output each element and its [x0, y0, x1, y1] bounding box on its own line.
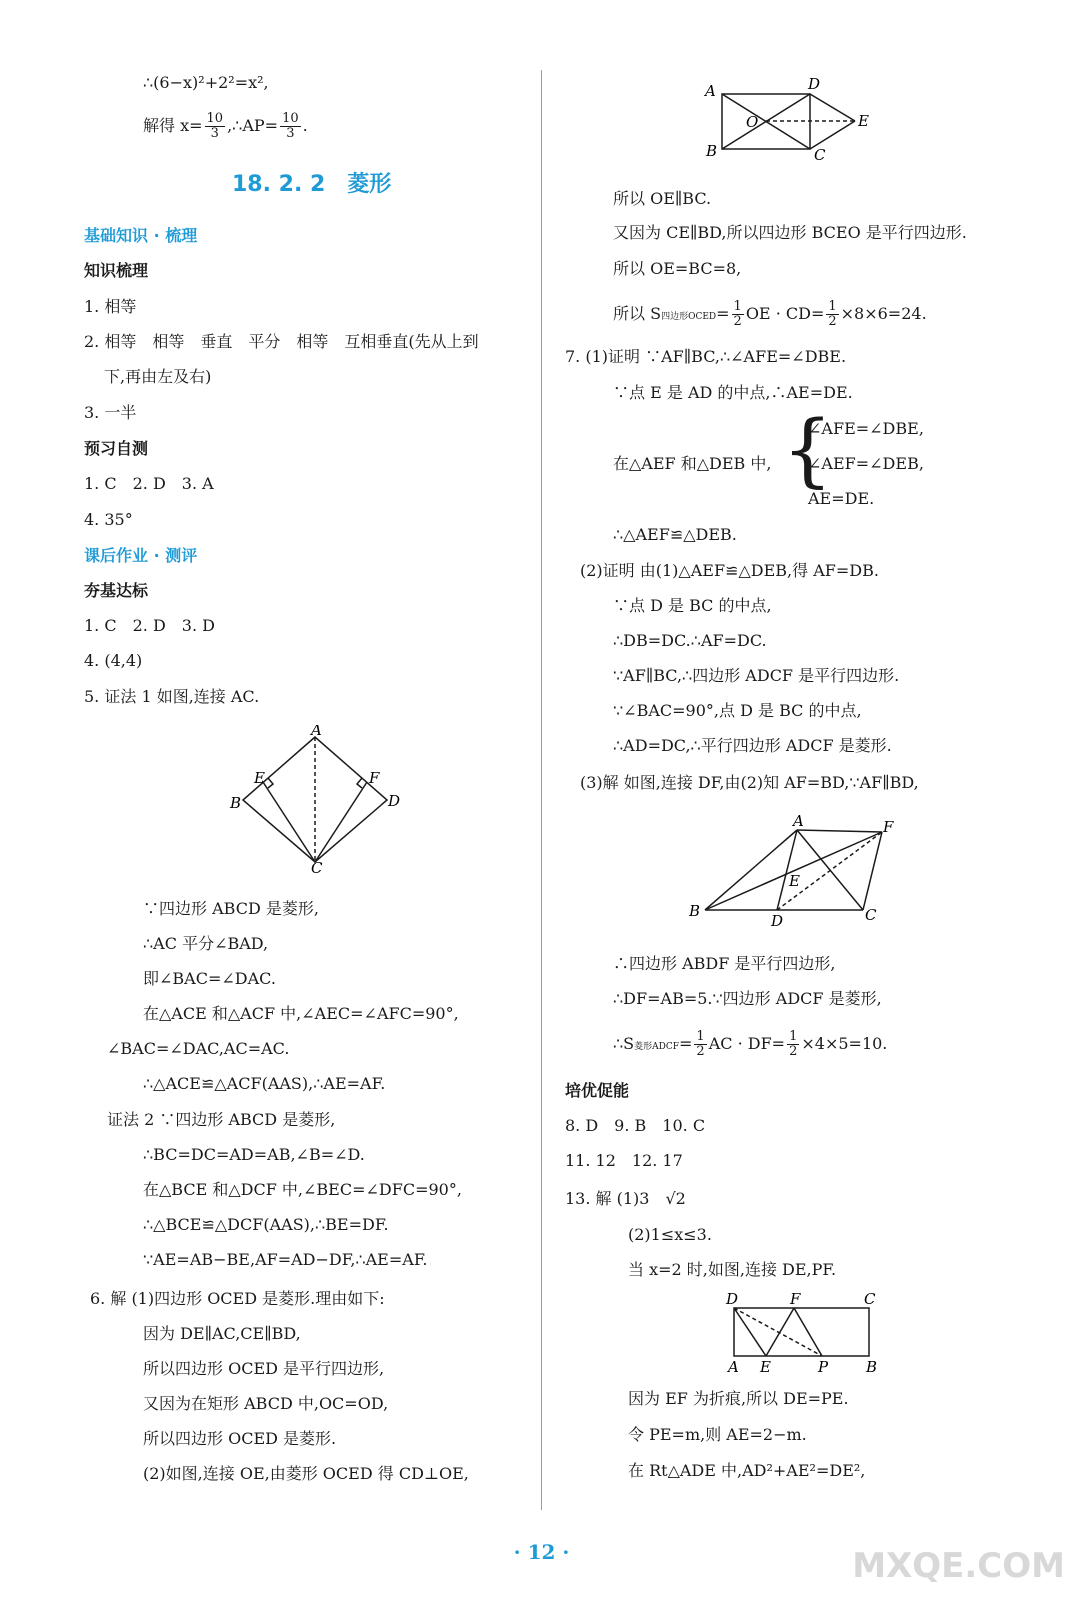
brace: { [782, 403, 833, 496]
proof-line: 在△AEF 和△DEB 中, [613, 454, 772, 473]
answer-line: 5. 证法 1 如图,连接 AC. [84, 687, 260, 706]
label-p: P [818, 1358, 829, 1376]
proof-line: 在 Rt△ADE 中,AD²+AE²=DE², [628, 1461, 866, 1480]
label-d: D [771, 912, 784, 930]
area-line: 所以 S四边形OCED= $\frac{1}{2}$ OE · CD= $\frac{1}{2}$ ×8×6=24. [613, 299, 927, 329]
answer-line: 1. C 2. D 3. D [84, 616, 215, 635]
proof-line: 又因为在矩形 ABCD 中,OC=OD, [143, 1394, 389, 1413]
answer-line: 7. (1)证明 ∵AF∥BC,∴∠AFE=∠DBE. [565, 347, 847, 366]
section-heading: 课后作业 · 测评 [84, 546, 198, 565]
label-f: F [369, 769, 380, 787]
answer-line: 3. 一半 [84, 403, 137, 422]
label-f: F [790, 1290, 801, 1308]
fold-figure [720, 1290, 890, 1380]
rhombus-figure [228, 725, 408, 875]
subheading: 培优促能 [565, 1081, 630, 1100]
answer-line: 当 x=2 时,如图,连接 DE,PF. [628, 1260, 837, 1279]
proof-line: ∵点 D 是 BC 的中点, [613, 596, 772, 615]
equation-line: ∴(6−x)²+2²=x², [143, 73, 269, 92]
proof-line: ∴△BCE≌△DCF(AAS),∴BE=DF. [143, 1215, 389, 1234]
label-e: E [789, 872, 800, 890]
rectangle-figure [700, 72, 885, 164]
answer-line: 8. D 9. B 10. C [565, 1116, 706, 1135]
proof-line: ∴△ACE≌△ACF(AAS),∴AE=AF. [143, 1074, 386, 1093]
proof-line: ∵AF∥BC,∴四边形 ADCF 是平行四边形. [613, 666, 900, 685]
proof-line: ∵∠BAC=90°,点 D 是 BC 的中点, [613, 701, 862, 720]
label-b: B [689, 902, 701, 920]
label-a: A [793, 812, 804, 830]
section-heading: 基础知识 · 梳理 [84, 226, 198, 245]
proof-line: 所以 OE=BC=8, [613, 259, 742, 278]
label-a: A [705, 82, 716, 100]
proof-line: ∠BAC=∠DAC,AC=AC. [107, 1039, 290, 1058]
proof-line: ∵AE=AB−BE,AF=AD−DF,∴AE=AF. [143, 1250, 428, 1269]
label-d: D [726, 1290, 739, 1308]
proof-line: 在△BCE 和△DCF 中,∠BEC=∠DFC=90°, [143, 1180, 462, 1199]
label-e: E [858, 112, 869, 130]
answer-line: 4. 35° [84, 510, 133, 529]
label-b: B [866, 1358, 878, 1376]
area-line: ∴S菱形ADCF= $\frac{1}{2}$ AC · DF= $\frac{1}{2}$ ×4×5=10. [613, 1029, 888, 1059]
proof-line: (2)如图,连接 OE,由菱形 OCED 得 CD⊥OE, [143, 1464, 469, 1483]
label-c: C [311, 859, 323, 875]
label-c: C [865, 906, 877, 924]
answer-line: 13. 解 (1)3 √2 [565, 1189, 686, 1208]
proof-line: ∴DF=AB=5.∵四边形 ADCF 是菱形, [613, 989, 882, 1008]
subheading: 预习自测 [84, 439, 149, 458]
column-divider [541, 70, 542, 1510]
proof-line: (3)解 如图,连接 DF,由(2)知 AF=BD,∵AF∥BD, [580, 773, 919, 792]
answer-line: 11. 12 12. 17 [565, 1151, 683, 1170]
proof-line: ∴DB=DC.∴AF=DC. [613, 631, 767, 650]
label-b: B [230, 794, 242, 812]
proof-line: 令 PE=m,则 AE=2−m. [628, 1425, 807, 1444]
label-f: F [883, 818, 894, 836]
label-a: A [311, 725, 322, 739]
proof-line: 所以四边形 OCED 是平行四边形, [143, 1359, 385, 1378]
page-number: · 12 · [513, 1540, 570, 1564]
proof-line: 又因为 CE∥BD,所以四边形 BCEO 是平行四边形. [613, 223, 967, 242]
answer-line: 6. 解 (1)四边形 OCED 是菱形.理由如下: [90, 1289, 385, 1308]
proof-line: 所以四边形 OCED 是菱形. [143, 1429, 337, 1448]
label-d: D [388, 792, 401, 810]
answer-line: 下,再由左及右) [104, 367, 212, 386]
proof-line: (2)证明 由(1)△AEF≌△DEB,得 AF=DB. [580, 561, 879, 580]
label-c: C [814, 146, 826, 164]
proof-line: 因为 DE∥AC,CE∥BD, [143, 1324, 301, 1343]
answer-line: 1. 相等 [84, 297, 137, 316]
proof-line: 所以 OE∥BC. [613, 189, 712, 208]
label-b: B [706, 142, 718, 160]
label-e: E [254, 769, 265, 787]
proof-line: ∵点 E 是 AD 的中点,∴AE=DE. [613, 383, 853, 402]
label-a: A [728, 1358, 739, 1376]
proof-line: 因为 EF 为折痕,所以 DE=PE. [628, 1389, 849, 1408]
proof-line: ∴四边形 ABDF 是平行四边形, [613, 954, 836, 973]
answer-line: 1. C 2. D 3. A [84, 474, 214, 493]
watermark: MXQE.COM [852, 1546, 1065, 1586]
condition-line: ∠AFE=∠DBE, [808, 419, 924, 438]
subheading: 夯基达标 [84, 581, 149, 600]
proof-line: ∴△AEF≌△DEB. [613, 525, 737, 544]
proof-line: 即∠BAC=∠DAC. [143, 969, 276, 988]
label-c: C [864, 1290, 876, 1308]
condition-line: AE=DE. [808, 489, 875, 508]
proof-line: ∵四边形 ABCD 是菱形, [143, 899, 319, 918]
answer-line: 4. (4,4) [84, 651, 143, 670]
section-title: 18. 2. 2 菱形 [232, 172, 392, 197]
answer-line: (2)1≤x≤3. [628, 1225, 712, 1244]
condition-line: ∠AEF=∠DEB, [808, 454, 924, 473]
proof-line: ∴BC=DC=AD=AB,∠B=∠D. [143, 1145, 365, 1164]
solve-line: 解得 x= $\frac{10}{3}$ ,∴AP= $\frac{10}{3}$ . [143, 111, 308, 141]
proof-line: ∴AD=DC,∴平行四边形 ADCF 是菱形. [613, 736, 892, 755]
proof-line: 证法 2 ∵四边形 ABCD 是菱形, [107, 1110, 336, 1129]
proof-line: ∴AC 平分∠BAD, [143, 934, 269, 953]
triangle-figure [685, 812, 900, 930]
label-o: O [746, 113, 759, 131]
label-e: E [760, 1358, 771, 1376]
label-d: D [808, 75, 821, 93]
proof-line: 在△ACE 和△ACF 中,∠AEC=∠AFC=90°, [143, 1004, 459, 1023]
subheading: 知识梳理 [84, 261, 149, 280]
answer-line: 2. 相等 相等 垂直 平分 相等 互相垂直(先从上到 [84, 332, 479, 351]
